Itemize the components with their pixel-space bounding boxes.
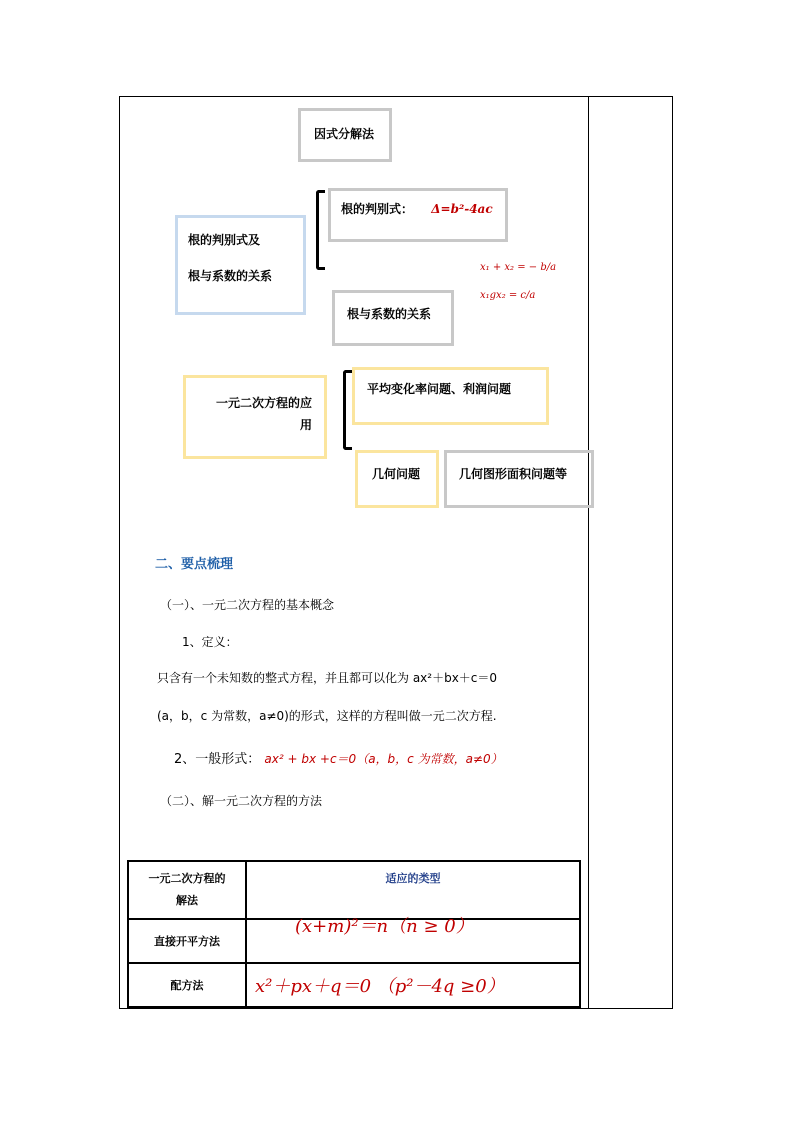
factor-method-box: [298, 108, 392, 162]
discriminant-formula: Δ=b²-4ac: [431, 202, 493, 216]
table-row: [128, 919, 580, 963]
discriminant-label: 根的判别式：: [341, 202, 414, 216]
rate-profit-box: [352, 367, 549, 425]
brace-application: [343, 370, 352, 450]
general-form-label: 2、一般形式：: [174, 752, 261, 767]
rate-profit-label: 平均变化率问题、利润问题: [367, 382, 512, 396]
part1-title: （一）、一元二次方程的基本概念: [160, 598, 335, 612]
row1-method: 直接开平方法: [154, 935, 220, 948]
area-box: [444, 450, 594, 508]
discriminant-group-box: [175, 215, 306, 315]
discriminant-box: [328, 188, 508, 242]
vieta-sum: x₁ + x₂ = − b/a: [480, 262, 557, 273]
header-method-cell: [128, 861, 246, 919]
row1-type: (x+m)²＝n（n ≥ 0）: [295, 916, 474, 937]
brace-discriminant: [316, 190, 325, 270]
general-form: [174, 748, 503, 767]
general-form-formula: ax² + bx +c＝0（a，b，c 为常数，a≠0）: [264, 752, 503, 766]
relation-box: [332, 290, 454, 346]
row1-method-cell: [128, 919, 246, 963]
row1-type-cell: [246, 916, 580, 963]
factor-method-label: 因式分解法: [314, 127, 375, 141]
header-method-line1: 一元二次方程的: [148, 872, 226, 885]
row2-method: 配方法: [170, 979, 204, 992]
discriminant-group-line1: 根的判别式及: [188, 233, 261, 247]
definition-line1: 只含有一个未知数的整式方程，并且都可以化为 ax²＋bx＋c＝0: [157, 671, 498, 685]
application-line2: 用: [299, 418, 312, 432]
part2-title: （二）、解一元二次方程的方法: [160, 794, 323, 808]
geometry-label: 几何问题: [372, 467, 421, 481]
header-type-cell: [246, 861, 580, 919]
frame-divider: [588, 96, 589, 1009]
row2-type-cell: [246, 963, 580, 1007]
application-line1: 一元二次方程的应: [215, 396, 312, 410]
header-method-line2: 解法: [176, 894, 198, 907]
table-row: [128, 963, 580, 1007]
table-header-row: [128, 861, 580, 919]
header-type-label: 适应的类型: [385, 872, 441, 885]
discriminant-group-line2: 根与系数的关系: [188, 269, 273, 283]
row2-method-cell: [128, 963, 246, 1007]
row2-type: x²＋px＋q＝0 （p²－4q ≥0）: [255, 976, 505, 997]
definition-label: 1、定义：: [182, 635, 238, 649]
geometry-box: [355, 450, 439, 508]
area-label: 几何图形面积问题等: [459, 467, 568, 481]
methods-table: [127, 860, 581, 1008]
application-box: [183, 375, 327, 459]
section-heading: 二、要点梳理: [155, 557, 234, 572]
vieta-product: x₁gx₂ = c/a: [480, 290, 536, 301]
relation-label: 根与系数的关系: [347, 307, 432, 321]
definition-line2: (a，b，c 为常数，a≠0)的形式，这样的方程叫做一元二次方程.: [157, 709, 497, 723]
